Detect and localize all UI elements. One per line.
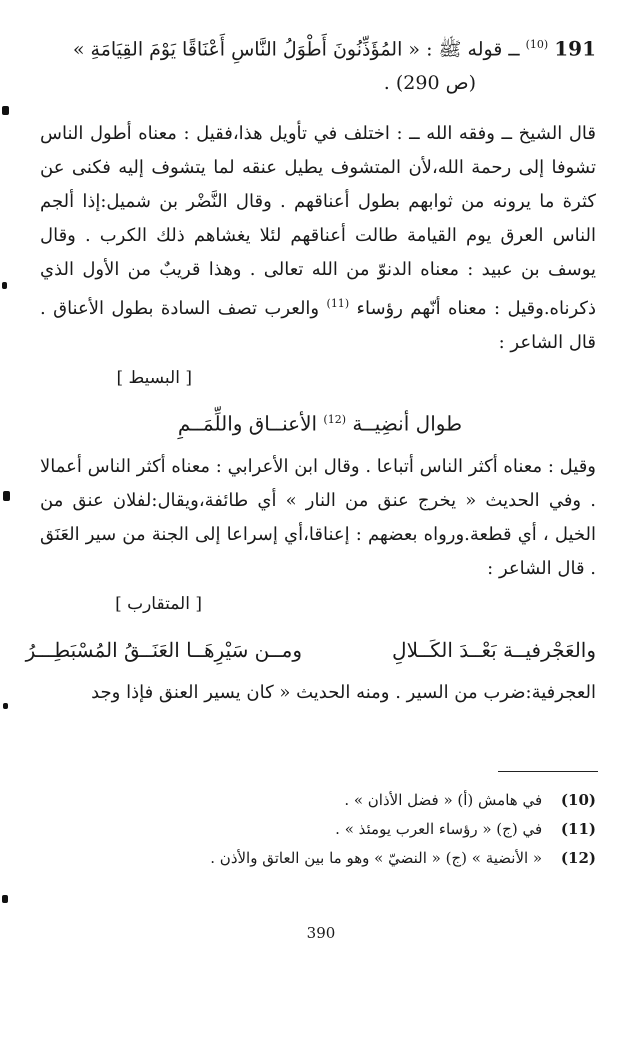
page-number: 390 bbox=[306, 924, 336, 942]
footnote-ref-11: (11) bbox=[326, 297, 350, 310]
footnote-text: « الأنضية » (ج) « النضيّ » وهو ما بين العاتق والأذن . bbox=[210, 849, 543, 867]
entry-number: 191 bbox=[554, 36, 596, 61]
verse-2-hemistich-1: ومــن سَيْرِهَــا العَنَــقُ المُسْبَطِـــرُ bbox=[25, 638, 302, 662]
footnote-ref-12: (12) bbox=[323, 413, 346, 426]
poetic-meter-label-1: [ البسيط ] bbox=[116, 368, 192, 388]
paragraph-1-text-a: قال الشيخ ــ وفقه الله ــ : اختلف في تأويل هذا،فقيل : معناه أطول الناس تشوفا إلى رحمة الله،لأن المتشوف يطيل عنقه لما يتشوف إليه فكنى عن كثرة ما يرونه من ثوابهم بطول أعناقهم . وقال النَّضْر بن شميل:إذا ألجم الناس العرق يوم القيامة طالت أعناقهم لئلا يغشاهم ذلك الكرب . وقال يوسف بن عبيد : معناه الدنوّ من الله تعالى . وهذا قريبٌ من الأول الذي ذكرناه.وقيل : معناه أنّهم رؤساء bbox=[40, 123, 596, 319]
scan-speck bbox=[3, 491, 10, 501]
footnote-text: في هامش (أ) « فضل الأذان » . bbox=[344, 791, 543, 809]
scan-speck bbox=[3, 703, 8, 709]
paragraph-3-text: العجرفية:ضرب من السير . ومنه الحديث « كان يسير العنق فإذا وجد bbox=[91, 682, 596, 703]
footnote-divider bbox=[498, 771, 598, 772]
footnote-text: في (ج) « رؤساء العرب يومئذ » . bbox=[335, 820, 543, 838]
verse-2-hemistich-2: والعَجْرفيــة بَعْــدَ الكَــلالِ bbox=[392, 638, 596, 662]
heading-line2: (ص 290) . bbox=[383, 72, 476, 95]
paragraph-commentary-3 bbox=[40, 676, 596, 710]
verse-1 bbox=[178, 404, 462, 440]
footnote-10 bbox=[56, 786, 596, 815]
paragraph-1-text-b: والعرب تصف السادة بطول الأعناق . قال الشاعر : bbox=[40, 298, 596, 353]
scan-speck bbox=[2, 106, 9, 115]
footnote-number: (10) bbox=[560, 791, 596, 809]
paragraph-commentary-1 bbox=[40, 117, 596, 360]
footnote-ref-10: (10) bbox=[525, 38, 549, 51]
heading-line1: ــ قوله ﷺ : « المُؤَذِّنُونَ أَطْوَلُ النَّاسِ أَعْنَاقًا يَوْمَ القِيَامَةِ » bbox=[72, 38, 520, 61]
verse-1-text-b: الأعنــاق واللِّمَــمِ bbox=[177, 411, 318, 436]
scan-speck bbox=[2, 282, 7, 289]
footnote-11 bbox=[56, 815, 596, 844]
entry-heading bbox=[36, 28, 596, 100]
paragraph-2-text: وقيل : معناه أكثر الناس أتباعا . وقال ابن الأعرابي : معناه أكثر الناس أعمالا . وفي الحديث « يخرج عنق من النار » أي طائفة،ويقال:لفلان عنق من الخيل ، أي قطعة.ورواه بعضهم : إعناقا،أي إسراعا إلى الجنة من سير العَنَق . قال الشاعر : bbox=[40, 456, 596, 579]
footnotes bbox=[56, 786, 596, 873]
scan-speck bbox=[2, 895, 8, 903]
footnote-12 bbox=[56, 844, 596, 873]
paragraph-commentary-2 bbox=[40, 450, 596, 586]
footnote-number: (12) bbox=[560, 849, 596, 867]
poetic-meter-label-2: [ المتقارب ] bbox=[115, 594, 202, 614]
footnote-number: (11) bbox=[560, 820, 596, 838]
verse-1-text-a: طوال أنضِيــة bbox=[352, 411, 462, 436]
